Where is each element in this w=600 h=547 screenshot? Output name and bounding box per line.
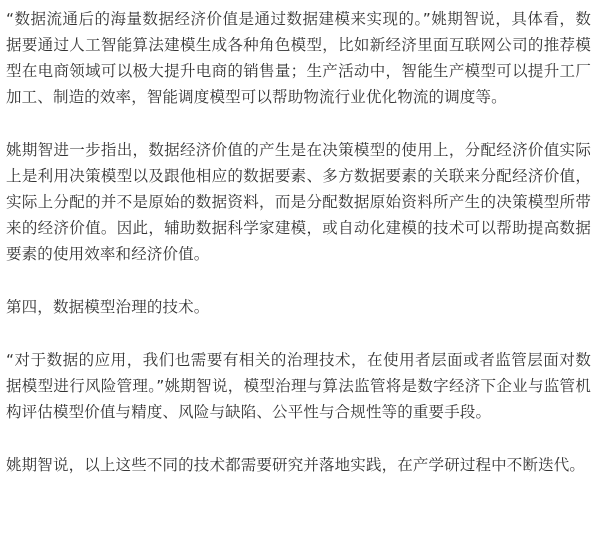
paragraph-governance: “对于数据的应用，我们也需要有相关的治理技术，在使用者层面或者监管层面对数据模型进行风险管理。”姚期智说，模型治理与算法监管将是数字经济下企业与监管机构评估模型价值与精度、风险与缺陷、公平性与合规性等的重要手段。 <box>6 351 591 421</box>
paragraph-conclusion: 姚期智说，以上这些不同的技术都需要研究并落地实践，在产学研过程中不断迭代。 <box>6 456 586 474</box>
paragraph-decision-model: 姚期智进一步指出，数据经济价值的产生是在决策模型的使用上，分配经济价值实际上是利用决策模型以及跟他相应的数据要素、多方数据要素的关联来分配经济价值，实际上分配的并不是原始的数据资料，而是分配数据原始资料所产生的决策模型所带来的经济价值。因此，辅助数据科学家建模，或自动化建模的技术可以帮助提高数据要素的使用效率和经济价值。 <box>6 141 591 263</box>
article-body <box>6 6 591 478</box>
section-heading-model-governance: 第四，数据模型治理的技术。 <box>6 298 210 316</box>
paragraph-data-modeling: “数据流通后的海量数据经济价值是通过数据建模来实现的。”姚期智说，具体看，数据要通过人工智能算法建模生成各种角色模型，比如新经济里面互联网公司的推荐模型在电商领域可以极大提升电商的销售量；生产活动中，智能生产模型可以提升工厂加工、制造的效率，智能调度模型可以帮助物流行业优化物流的调度等。 <box>6 10 591 106</box>
